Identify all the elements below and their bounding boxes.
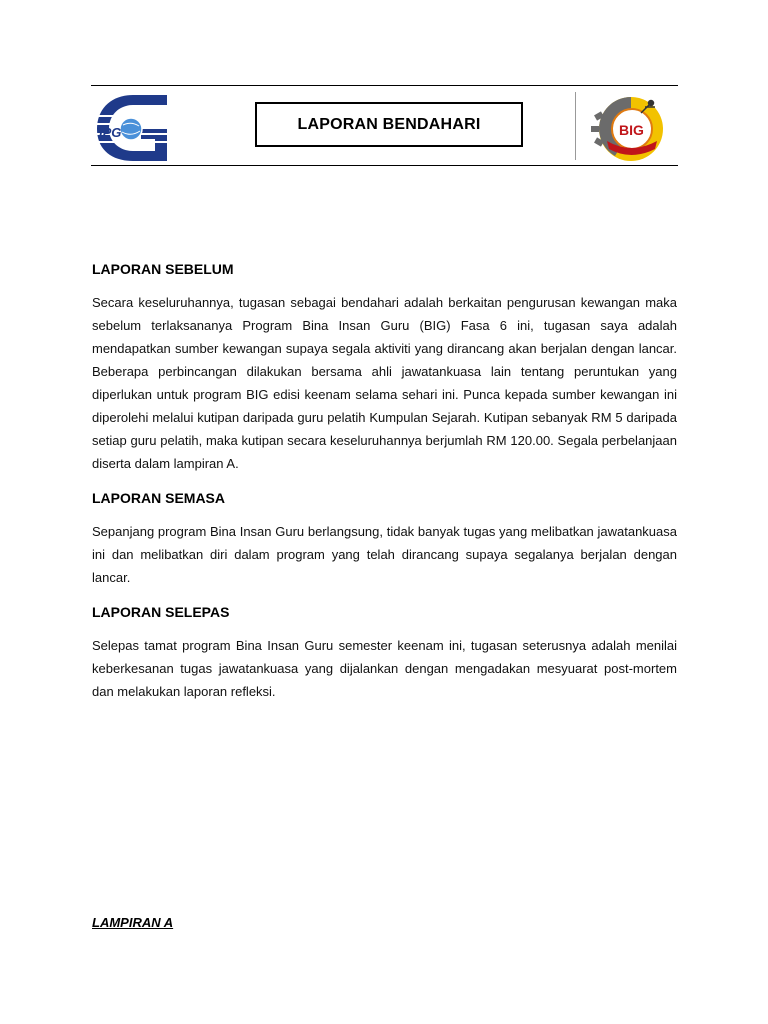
paragraph-line: peruntukan yang diperlukan untuk program BIG edisi keenam selama sehari ini. Punca: [92, 364, 677, 402]
paragraph-line: menilai keberkesanan tugas jawatankuasa yang dijalankan dengan mengadakan mesyuarat: [92, 638, 677, 676]
report-title: LAPORAN BENDAHARI: [297, 115, 481, 133]
paragraph-line: post-mortem dan melakukan laporan refleksi.: [92, 661, 677, 699]
paragraph-line: Sejarah. Kutipan sebanyak RM 5 daripada setiap guru pelatih, maka kutipan secara: [92, 410, 677, 448]
paragraph-line: Selepas tamat program Bina Insan Guru semester keenam ini, tugasan seterusnya adalah: [92, 638, 636, 653]
section-paragraph-sebelum: [92, 291, 677, 475]
section-heading-semasa: LAPORAN SEMASA: [92, 490, 226, 506]
svg-text:IPG: IPG: [99, 125, 122, 140]
paragraph-line: adalah mendapatkan sumber kewangan supaya segala aktiviti yang dirancang akan berjalan: [92, 318, 677, 356]
paragraph-line: jawatankuasa ini dan melibatkan diri dalam program yang telah dirancang supaya: [92, 524, 677, 562]
ipg-logo-icon: [93, 93, 171, 163]
paragraph-line: Sepanjang program Bina Insan Guru berlangsung, tidak banyak tugas yang melibatkan: [92, 524, 598, 539]
header-divider: [575, 92, 576, 160]
svg-text:BIG: BIG: [619, 122, 644, 138]
paragraph-line: dengan lancar. Beberapa perbincangan dilakukan bersama ahli jawatankuasa lain tentang: [92, 341, 678, 379]
paragraph-line: segalanya berjalan dengan lancar.: [92, 547, 677, 585]
report-title-box: [255, 102, 523, 147]
big-programme-logo-icon: [585, 93, 677, 163]
paragraph-line: keseluruhannya berjumlah RM 120.00. Segala perbelanjaan diserta dalam lampiran A.: [92, 433, 677, 471]
section-heading-sebelum: LAPORAN SEBELUM: [92, 261, 234, 277]
section-heading-selepas: LAPORAN SELEPAS: [92, 604, 230, 620]
section-paragraph-selepas: [92, 634, 677, 703]
document-header: [91, 85, 678, 166]
appendix-label: LAMPIRAN A: [92, 915, 174, 930]
section-paragraph-semasa: [92, 520, 677, 589]
paragraph-line: Secara keseluruhannya, tugasan sebagai bendahari adalah berkaitan pengurusan kewangan: [92, 295, 646, 310]
paragraph-line: kepada sumber kewangan ini diperolehi melalui kutipan daripada guru pelatih Kumpulan: [92, 387, 677, 425]
paragraph-line: maka sebelum terlaksananya Program Bina Insan Guru (BIG) Fasa 6 ini, tugasan saya: [92, 295, 677, 333]
